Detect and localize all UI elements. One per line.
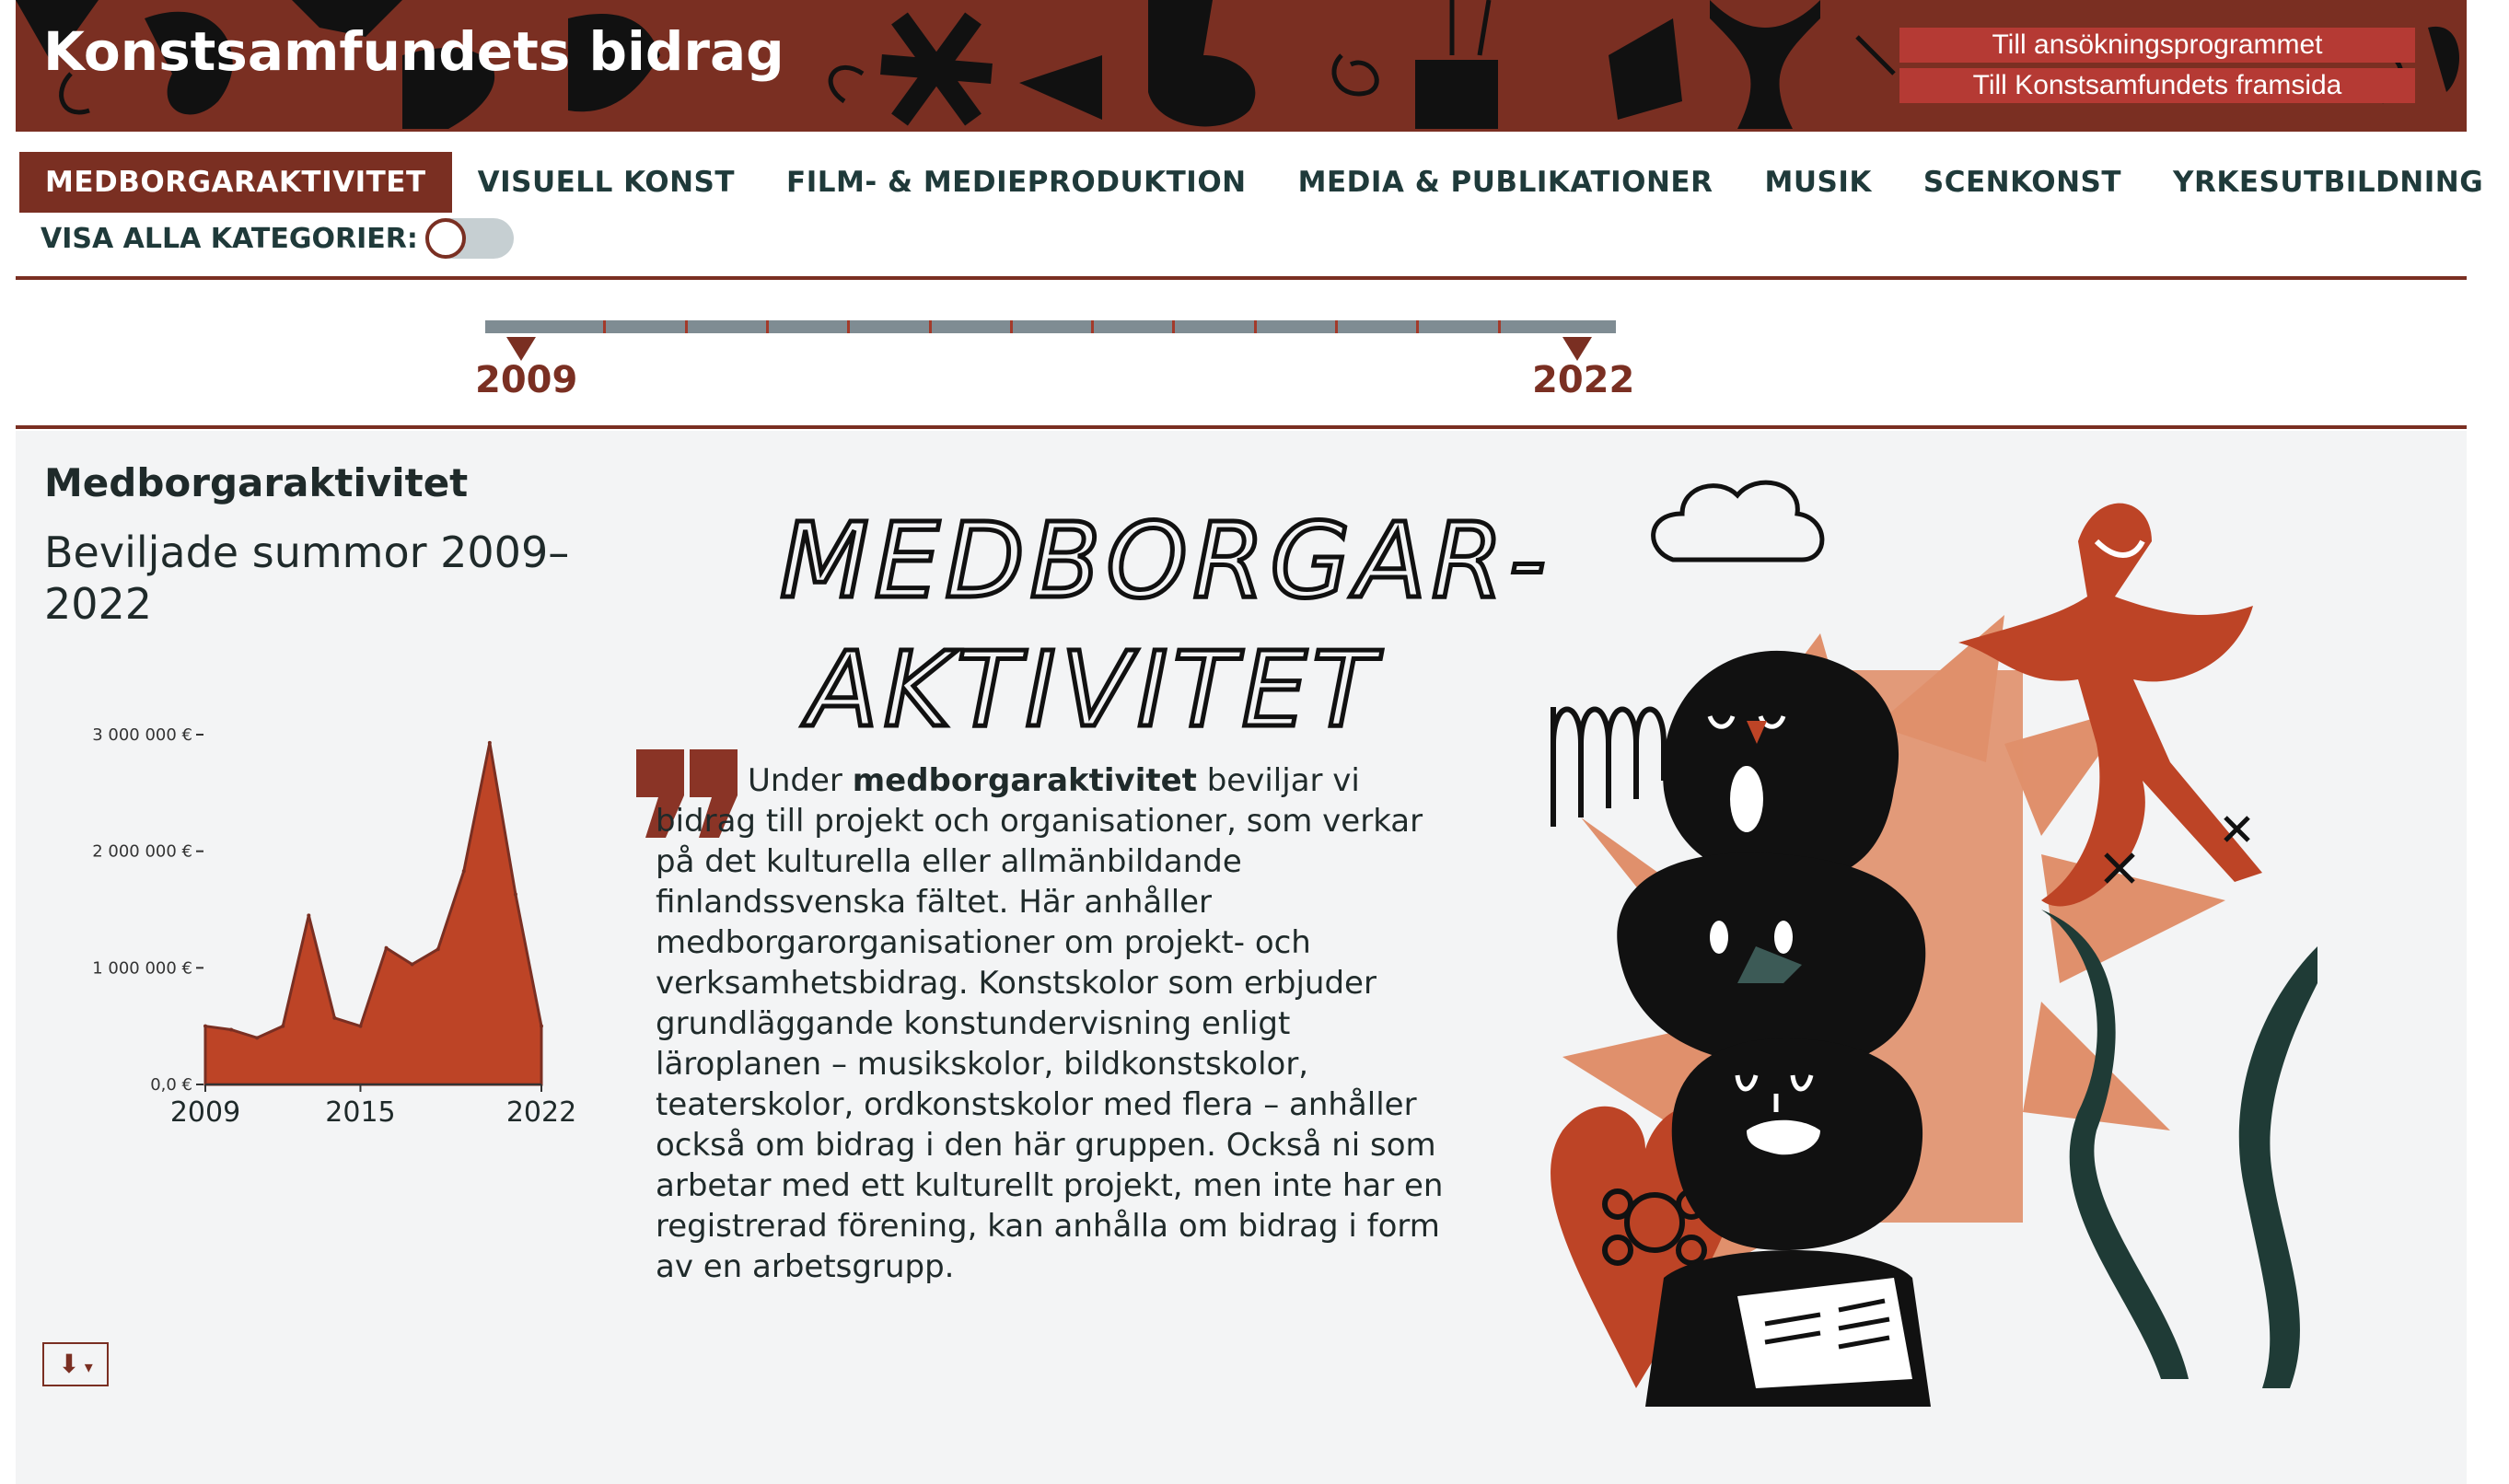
x-tick-label: 2022 <box>505 1096 577 1129</box>
tab-scenkonst[interactable]: SCENKONST <box>1922 166 2121 199</box>
data-point <box>281 1025 285 1028</box>
data-point <box>307 913 310 917</box>
year-slider-tick <box>929 320 932 333</box>
year-slider-tick <box>603 320 606 333</box>
application-program-link[interactable]: Till ansökningsprogrammet <box>1899 28 2415 63</box>
area-series <box>205 743 541 1084</box>
site-title: Konstsamfundets bidrag <box>43 20 784 83</box>
chevron-down-icon: ▾ <box>79 1358 93 1376</box>
year-slider-tick <box>1091 320 1094 333</box>
choir-illustration <box>1526 468 2354 1462</box>
download-button[interactable] <box>42 1342 109 1386</box>
granted-amounts-chart <box>44 707 597 1333</box>
data-point <box>332 1016 336 1020</box>
data-point <box>462 869 466 873</box>
year-slider-tick <box>1498 320 1501 333</box>
year-slider-end-label: 2022 <box>1532 359 1635 401</box>
toggle-knob <box>425 218 466 259</box>
show-all-categories-label: VISA ALLA KATEGORIER: <box>41 222 418 255</box>
year-slider-start-handle[interactable] <box>506 337 536 361</box>
data-point <box>229 1027 233 1031</box>
homepage-link[interactable]: Till Konstsamfundets framsida <box>1899 68 2415 103</box>
tab-film-medieproduktion[interactable]: FILM- & MEDIEPRODUKTION <box>786 166 1247 199</box>
data-point <box>385 946 389 950</box>
hand-lettered-title <box>734 486 1552 753</box>
chart-title: Beviljade summor 2009–2022 <box>44 528 570 629</box>
data-point <box>514 893 517 897</box>
year-slider-track[interactable] <box>485 320 1616 333</box>
data-point <box>436 947 440 951</box>
y-tick-label: 1 000 000 € <box>92 958 192 979</box>
tab-media-publikationer[interactable]: MEDIA & PUBLIKATIONER <box>1297 166 1713 199</box>
description-highlight: medborgaraktivitet <box>852 762 1197 799</box>
hand-title-line2: AKTIVITET <box>807 631 1381 750</box>
year-slider-end-handle[interactable] <box>1562 337 1592 361</box>
category-description: Under medborgaraktivitet beviljar vi bidrag till projekt och organisationer, som verkar på det kulturella eller allmänbildande finlandssvenska fältet. Här anhåller medborgarorganisationer om projekt- och verksamhetsbidrag. Konstskolor som erbjuder grundläggande konstundervisning enligt läroplanen – musikskolor, bildkonstskolor, teaterskolor, ordkonstskolor med flera – anhåller också om bidrag i den här gruppen. Också ni som arbetar med ett kulturellt projekt, men inte har en registrerad förening, kan anhålla om bidrag i form av en arbetsgrupp. <box>656 762 1444 1285</box>
tab-visuell-konst[interactable]: VISUELL KONST <box>477 166 736 199</box>
section-title: Medborgaraktivitet <box>44 460 469 505</box>
data-point <box>255 1036 259 1039</box>
tab-musik[interactable]: MUSIK <box>1764 166 1872 199</box>
hand-title-line1: MEDBORGAR- <box>780 502 1552 621</box>
data-point <box>488 741 492 745</box>
show-all-categories-toggle[interactable] <box>425 218 514 259</box>
year-slider-tick <box>1172 320 1175 333</box>
data-point <box>358 1025 362 1028</box>
divider-top <box>16 276 2467 280</box>
header-banner <box>16 0 2467 132</box>
tab-medborgaraktivitet[interactable]: MEDBORGARAKTIVITET <box>19 152 452 213</box>
download-icon: ⬇ <box>58 1350 80 1378</box>
y-tick-label: 2 000 000 € <box>92 841 192 862</box>
data-point <box>411 963 414 967</box>
year-slider-tick <box>1254 320 1257 333</box>
tab-yrkesutbildning[interactable]: YRKESUTBILDNING <box>2173 166 2484 199</box>
show-all-categories-row <box>41 215 514 261</box>
header-links <box>1899 28 2433 109</box>
year-slider-tick <box>847 320 850 333</box>
y-tick-label: 3 000 000 € <box>92 725 192 745</box>
year-slider-start-label: 2009 <box>475 359 578 401</box>
year-slider-tick <box>685 320 688 333</box>
data-point <box>203 1025 207 1028</box>
x-tick-label: 2009 <box>169 1096 241 1129</box>
data-point <box>540 1025 543 1028</box>
main-panel <box>16 431 2467 1484</box>
year-slider-tick <box>1416 320 1419 333</box>
year-slider-tick <box>766 320 769 333</box>
year-slider-tick <box>1335 320 1338 333</box>
category-tabs <box>19 152 2509 213</box>
x-tick-label: 2015 <box>325 1096 396 1129</box>
divider-bottom <box>16 425 2467 429</box>
y-tick-label: 0,0 € <box>150 1075 192 1095</box>
year-slider-tick <box>1010 320 1013 333</box>
